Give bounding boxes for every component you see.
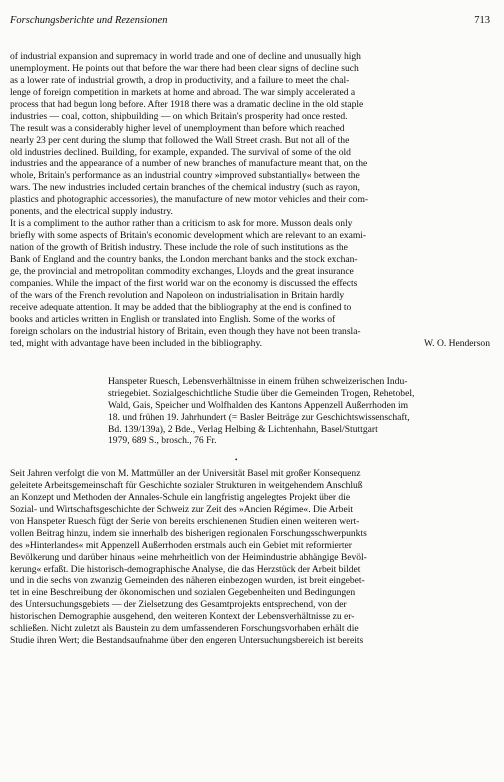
- text-line: nearly 23 per cent during the slump that followed the Wall Street crash. But not all of the: [10, 134, 350, 146]
- citation-line: Wald, Gais, Speicher und Wolfhalden des Kantons Appenzell Außerrhoden im: [108, 399, 409, 411]
- text-line: des Untersuchungsgebiets — der Zielsetzung des Gesamtprojekts entsprechend, von der: [10, 599, 347, 611]
- section-bullet: •: [235, 456, 238, 464]
- text-line: Seit Jahren verfolgt die von M. Mattmüller an der Universität Basel mit großer Konsequenz: [10, 468, 361, 479]
- text-line: foreign scholars on the industrial history of Britain, even though they have not been transla-: [10, 325, 361, 337]
- text-line: nation of the growth of British industry. These include the role of such institutions as the: [10, 242, 348, 253]
- text-line: whole, Britain's performance as an industrial country »improved substantially« between the: [10, 170, 360, 182]
- text-line: industries — coal, cotton, shipbuilding — on which Britain's prosperity had once rested.: [10, 110, 348, 122]
- text-line: receive adequate attention. It may be added that the bibliography at the end is confined to: [10, 301, 352, 313]
- citation-line: striegebiet. Sozialgeschichtliche Studie über die Gemeinden Trogen, Rehetobel,: [108, 387, 415, 399]
- text-line: schließen. Nicht zuletzt als Baustein zu dem umfassenderen Forschungsvorhaben erhält die: [10, 623, 359, 635]
- text-line: books and articles written in English or translated into English. Some of the works of: [10, 313, 336, 325]
- text-line: Bevölkerung und darüber hinaus »eine mehrheitlich von der Heimindustrie abhängige Bevöl-: [10, 551, 367, 563]
- text-line: Sozial- und Wirtschaftsgeschichte der Schweiz zur Zeit des »Ancien Régime«. Die Arbeit: [10, 503, 353, 515]
- reviewer-signature: W. O. Henderson: [424, 337, 490, 349]
- text-line: von Hanspeter Ruesch fügt der Serie von bereits erschienenen Studien einen weiteren wert-: [10, 515, 360, 527]
- text-line: It is a compliment to the author rather than a criticism to ask for more. Musson deals only: [10, 218, 353, 230]
- text-line: process that had begun long before. After 1918 there was a dramatic decline in the old staple: [10, 98, 364, 110]
- page-header: [10, 15, 490, 33]
- review-german-body: [10, 468, 490, 647]
- text-line: companies. While the impact of the first world war on the economy is discussed the effects: [10, 277, 358, 289]
- citation-line: Hanspeter Ruesch, Lebensverhältnisse in einem frühen schweizerischen Indu-: [108, 376, 408, 387]
- citation-line: Bd. 139/139a), 2 Bde., Verlag Helbing & Lichtenhahn, Basel/Stuttgart: [108, 423, 378, 435]
- page-number: 713: [474, 15, 490, 26]
- text-line: vollen Beitrag hinzu, indem sie innerhalb des bisherigen regionalen Forschungsschwerpunkts: [10, 527, 367, 539]
- text-line: plastics and photographic accessories), the manufacture of new motor vehicles and their com-: [10, 194, 369, 206]
- citation-line: 1979, 689 S., brosch., 76 Fr.: [108, 435, 217, 447]
- text-line: Bank of England and the country banks, the London merchant banks and the stock exchan-: [10, 253, 358, 265]
- text-line: of the wars of the French revolution and Napoleon on industrialisation in Britain hardly: [10, 289, 345, 301]
- text-line: [10, 338, 490, 350]
- text-line: an Konzept und Methoden der Annales-Schule ein langfristig angelegtes Projekt über die: [10, 491, 351, 503]
- text-line: des »Hinterlandes« mit Appenzell Außerrhoden erstmals auch ein Gebiet mit reformierter: [10, 539, 352, 551]
- text-line: und in die sechs von zwanzig Gemeinden des näheren einbezogen wurden, ist breit eingebet-: [10, 575, 365, 587]
- text-line: geleitete Arbeitsgemeinschaft für Geschichte sozialer Strukturen in weitgehendem Anschluß: [10, 479, 363, 491]
- text-line: The result was a considerably higher level of unemployment than before which reached: [10, 122, 345, 134]
- last-line-text: ted, might with advantage have been included in the bibliography.: [10, 337, 262, 349]
- text-line: lenge of foreign competition in markets at home and abroad. The war simply accelerated a: [10, 86, 356, 98]
- text-line: historischen Demographie ausgehend, den weiteren Kontext der Lebensverhältnisse zu er-: [10, 611, 355, 623]
- text-line: old industries declined. Building, for example, expanded. The survival of some of the old: [10, 146, 351, 158]
- text-line: as a lower rate of industrial growth, a drop in productivity, and a failure to meet the chal-: [10, 74, 350, 86]
- text-line: briefly with some aspects of Britain's economic development which are relevant to an exami-: [10, 230, 367, 242]
- text-line: wars. The new industries included certain branches of the chemical industry (such as rayon,: [10, 182, 360, 194]
- text-line: ponents, and the electrical supply industry.: [10, 206, 173, 218]
- text-line: Studie ihren Wert; die Bestandsaufnahme über den engeren Untersuchungsbereich ist bereits: [10, 635, 364, 647]
- review-english-continuation: [10, 51, 490, 349]
- text-line: tet in eine Beschreibung der ökonomischen und sozialen Gegebenheiten und Bedingungen: [10, 587, 356, 599]
- text-line: ge, the provincial and metropolitan commodity exchanges, Lloyds and the great insurance: [10, 265, 354, 277]
- text-line: unemployment. He points out that before the war there had been clear signs of decline such: [10, 62, 359, 74]
- review-citation: [108, 376, 488, 447]
- citation-line: 18. und frühen 19. Jahrhundert (= Basler Beiträge zur Geschichtswissenschaft,: [108, 411, 410, 423]
- text-line: of industrial expansion and supremacy in world trade and one of decline and unusually high: [10, 51, 361, 62]
- text-line: industries and the appearance of a number of new branches of manufacture meant that, on the: [10, 158, 368, 170]
- text-line: kerung« erfaßt. Die historisch-demographische Analyse, die das Herzstück der Arbeit bildet: [10, 563, 361, 575]
- running-title: Forschungsberichte und Rezensionen: [10, 15, 168, 26]
